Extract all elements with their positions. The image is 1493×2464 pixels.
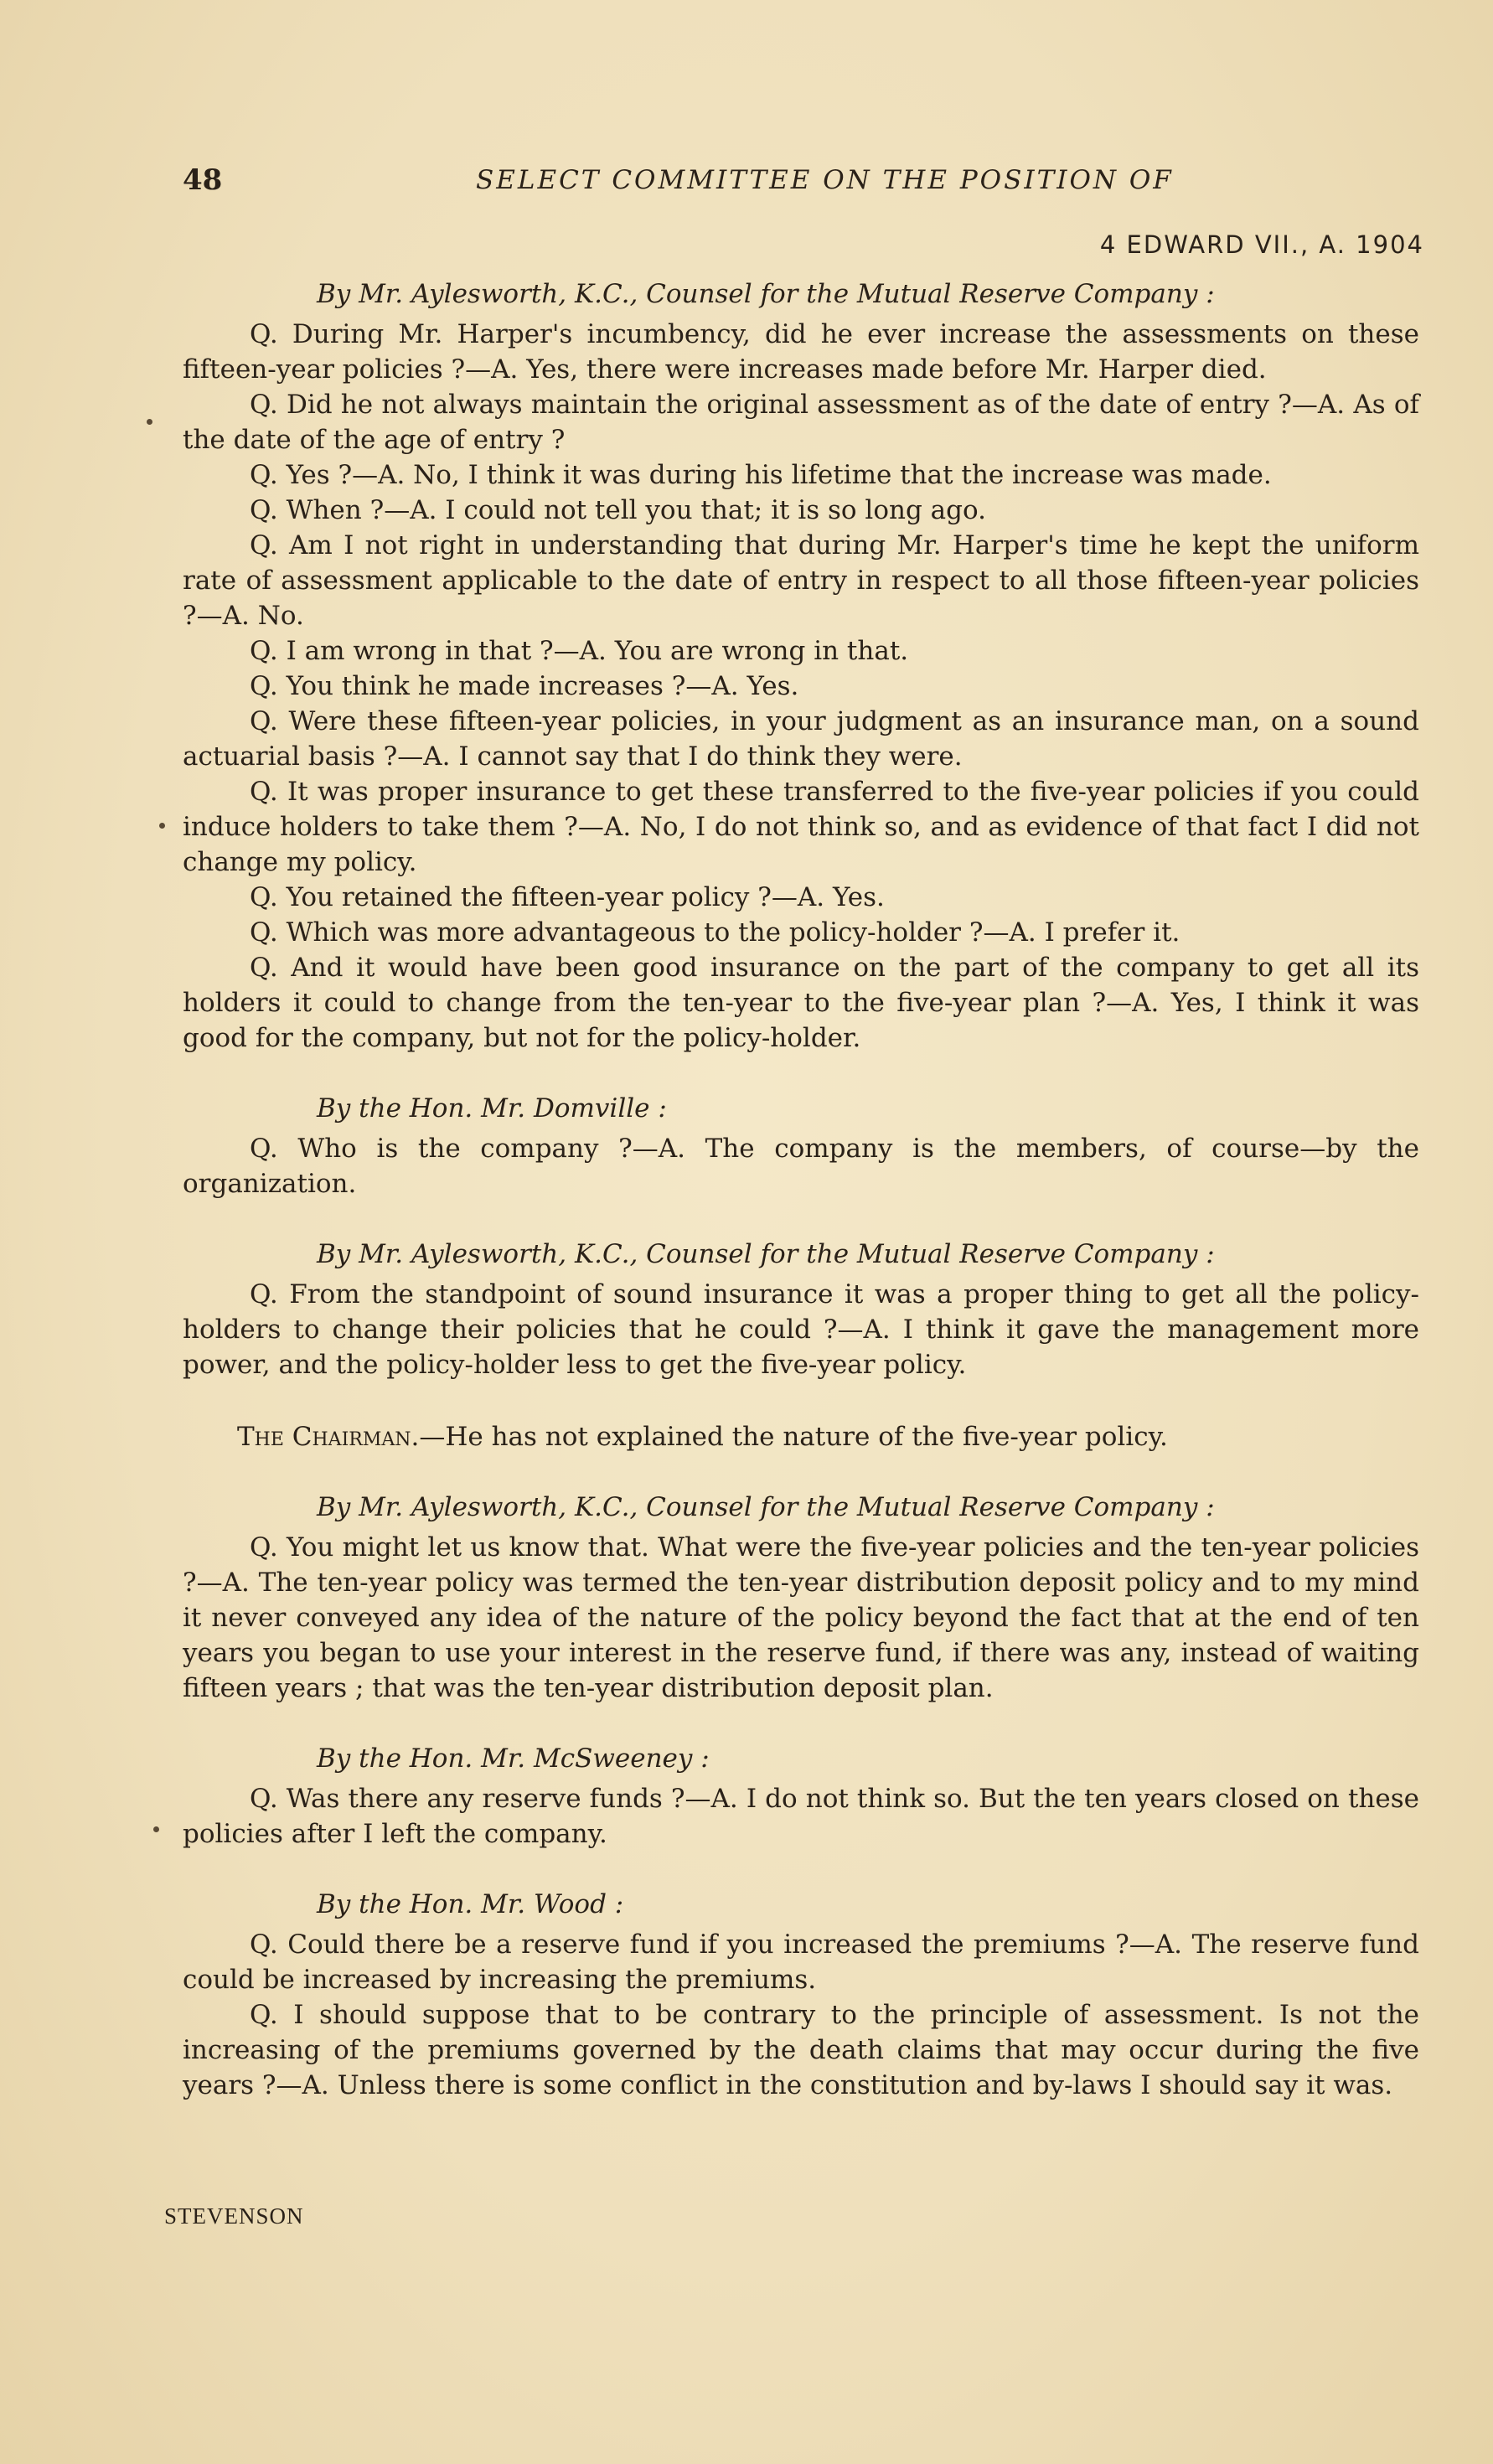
- printer-mark: STEVENSON: [164, 2203, 304, 2229]
- session-label: 4 EDWARD VII., A. 1904: [1099, 230, 1424, 259]
- speaker-heading: By Mr. Aylesworth, K.C., Counsel for the Mutual Reserve Company :: [317, 1239, 1215, 1269]
- qa-paragraph: Q. You think he made increases ?—A. Yes.: [250, 671, 799, 701]
- chairman-label: The Chairman.: [237, 1422, 420, 1452]
- speaker-heading: By the Hon. Mr. McSweeney :: [317, 1743, 710, 1774]
- qa-paragraph: Q. I am wrong in that ?—A. You are wrong in that.: [250, 636, 909, 666]
- page-header: [183, 163, 1423, 205]
- qa-paragraph: Q. Am I not right in understanding that during Mr. Harper's time he kept the uniform rate of assessment applicable to the date of entry in respect to all those fifteen-year policies ?—A. No.: [183, 530, 1419, 631]
- qa-paragraph: Q. Could there be a reserve fund if you increased the premiums ?—A. The reserve fund could be increased by increasing the premiums.: [183, 1929, 1419, 1995]
- qa-paragraph: Q. Was there any reserve funds ?—A. I do not think so. But the ten years closed on these policies after I left the company.: [183, 1784, 1419, 1849]
- qa-paragraph: Q. You might let us know that. What were the five-year policies and the ten-year policies ?—A. The ten-year policy was termed the ten-year distribution deposit policy and to my mind it never conveyed any idea of the nature of the policy beyond the fact that at the end of ten years you began to use your interest in the reserve fund, if there was any, instead of waiting fifteen years ; that was the ten-year distribution deposit plan.: [183, 1532, 1419, 1703]
- binding-hole: [147, 419, 152, 425]
- page-number: 48: [183, 163, 223, 197]
- qa-paragraph: Q. It was proper insurance to get these transferred to the five-year policies if you could induce holders to take them ?—A. No, I do not think so, and as evidence of that fact I did not change my policy.: [183, 777, 1419, 877]
- speaker-heading: By Mr. Aylesworth, K.C., Counsel for the Mutual Reserve Company :: [317, 279, 1215, 309]
- qa-paragraph: Q. Who is the company ?—A. The company is the members, of course—by the organization.: [183, 1134, 1419, 1199]
- qa-paragraph: Q. From the standpoint of sound insurance it was a proper thing to get all the policy-holders to change their policies that he could ?—A. I think it gave the management more power, and the policy-holder less to get the five-year policy.: [183, 1279, 1419, 1380]
- binding-hole: [159, 823, 165, 829]
- chairman-remark: [183, 1419, 1419, 1454]
- qa-paragraph: Q. I should suppose that to be contrary to the principle of assessment. Is not the increasing of the premiums governed by the death claims that may occur during the five years ?—A. Unless there is some conflict in the constitution and by-laws I should say it was.: [183, 2000, 1419, 2100]
- qa-paragraph: Q. Which was more advantageous to the policy-holder ?—A. I prefer it.: [250, 917, 1180, 948]
- qa-paragraph: Q. Did he not always maintain the original assessment as of the date of entry ?—A. As of the date of the age of entry ?: [183, 390, 1419, 455]
- qa-paragraph: Q. Yes ?—A. No, I think it was during his lifetime that the increase was made.: [250, 460, 1272, 490]
- running-title: SELECT COMMITTEE ON THE POSITION OF: [476, 165, 1174, 195]
- speaker-heading: By the Hon. Mr. Wood :: [317, 1889, 624, 1919]
- qa-paragraph: Q. When ?—A. I could not tell you that; it is so long ago.: [250, 495, 986, 525]
- binding-hole: [153, 1826, 159, 1832]
- transcript-body: [183, 276, 1419, 2103]
- speaker-heading: By Mr. Aylesworth, K.C., Counsel for the Mutual Reserve Company :: [317, 1492, 1215, 1522]
- qa-paragraph: Q. You retained the fifteen-year policy ?—A. Yes.: [250, 882, 885, 912]
- qa-paragraph: Q. During Mr. Harper's incumbency, did he ever increase the assessments on these fifteen-year policies ?—A. Yes, there were increases made before Mr. Harper died.: [183, 319, 1419, 385]
- qa-paragraph: Q. Were these fifteen-year policies, in your judgment as an insurance man, on a sound actuarial basis ?—A. I cannot say that I do think they were.: [183, 706, 1419, 772]
- speaker-heading: By the Hon. Mr. Domville :: [317, 1093, 667, 1124]
- qa-paragraph: Q. And it would have been good insurance on the part of the company to get all its holders it could to change from the ten-year to the five-year plan ?—A. Yes, I think it was good for the company, but not for the policy-holder.: [183, 953, 1419, 1053]
- chairman-text: —He has not explained the nature of the five-year policy.: [419, 1422, 1168, 1452]
